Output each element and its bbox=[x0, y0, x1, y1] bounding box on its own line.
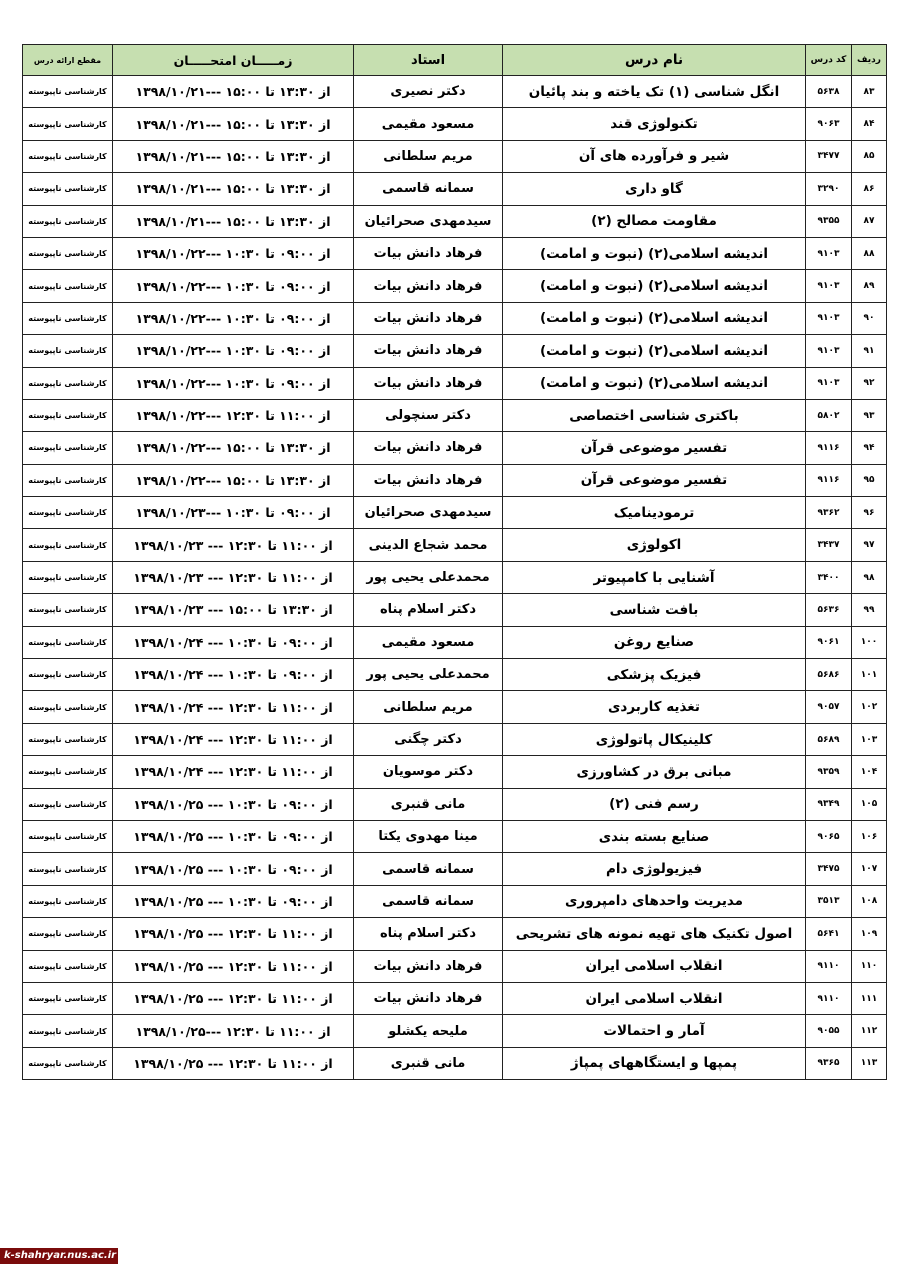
course-code: ۵۶۳۶ bbox=[806, 594, 852, 626]
table-row bbox=[23, 691, 887, 723]
course-level: کارشناسی ناپیوسته bbox=[23, 691, 113, 723]
course-code: ۹۱۰۳ bbox=[806, 367, 852, 399]
row-index: ۹۳ bbox=[852, 399, 887, 431]
course-level: کارشناسی ناپیوسته bbox=[23, 950, 113, 982]
row-index: ۹۵ bbox=[852, 464, 887, 496]
exam-time: از ۱۱:۰۰ تا ۱۲:۳۰ ---۱۳۹۸/۱۰/۲۵ bbox=[113, 1015, 354, 1047]
row-index: ۹۱ bbox=[852, 335, 887, 367]
exam-time: از ۰۹:۰۰ تا ۱۰:۳۰ --- ۱۳۹۸/۱۰/۲۵ bbox=[113, 853, 354, 885]
row-index: ۸۸ bbox=[852, 237, 887, 269]
header-level: مقطع ارائه درس bbox=[23, 45, 113, 76]
table-row bbox=[23, 788, 887, 820]
header-course: نام درس bbox=[503, 45, 806, 76]
course-code: ۹۰۵۵ bbox=[806, 1015, 852, 1047]
exam-time: از ۰۹:۰۰ تا ۱۰:۳۰ --- ۱۳۹۸/۱۰/۲۴ bbox=[113, 626, 354, 658]
course-name: گاو داری bbox=[503, 173, 806, 205]
course-level: کارشناسی ناپیوسته bbox=[23, 76, 113, 108]
professor-name: دکتر اسلام پناه bbox=[354, 918, 503, 950]
course-name: اندیشه اسلامی(۲) (نبوت و امامت) bbox=[503, 335, 806, 367]
course-name: تکنولوژی قند bbox=[503, 108, 806, 140]
exam-schedule-table bbox=[22, 44, 887, 1080]
professor-name: دکتر نصیری bbox=[354, 76, 503, 108]
table-row bbox=[23, 399, 887, 431]
exam-time: از ۱۱:۰۰ تا ۱۲:۳۰ --- ۱۳۹۸/۱۰/۲۵ bbox=[113, 918, 354, 950]
professor-name: ملیحه یکشلو bbox=[354, 1015, 503, 1047]
course-level: کارشناسی ناپیوسته bbox=[23, 594, 113, 626]
course-level: کارشناسی ناپیوسته bbox=[23, 756, 113, 788]
row-index: ۱۰۷ bbox=[852, 853, 887, 885]
professor-name: فرهاد دانش بیات bbox=[354, 464, 503, 496]
row-index: ۱۱۰ bbox=[852, 950, 887, 982]
exam-time: از ۱۳:۳۰ تا ۱۵:۰۰ ---۱۳۹۸/۱۰/۲۱ bbox=[113, 108, 354, 140]
table-row bbox=[23, 1047, 887, 1079]
exam-time: از ۱۱:۰۰ تا ۱۲:۳۰ ---۱۳۹۸/۱۰/۲۲ bbox=[113, 399, 354, 431]
course-level: کارشناسی ناپیوسته bbox=[23, 723, 113, 755]
course-code: ۹۳۵۹ bbox=[806, 756, 852, 788]
row-index: ۹۴ bbox=[852, 432, 887, 464]
exam-time: از ۱۱:۰۰ تا ۱۲:۳۰ --- ۱۳۹۸/۱۰/۲۳ bbox=[113, 529, 354, 561]
exam-time: از ۱۱:۰۰ تا ۱۲:۳۰ --- ۱۳۹۸/۱۰/۲۵ bbox=[113, 950, 354, 982]
professor-name: محمدعلی یحیی پور bbox=[354, 561, 503, 593]
exam-time: از ۰۹:۰۰ تا ۱۰:۳۰ ---۱۳۹۸/۱۰/۲۲ bbox=[113, 302, 354, 334]
exam-time: از ۱۳:۳۰ تا ۱۵:۰۰ ---۱۳۹۸/۱۰/۲۱ bbox=[113, 173, 354, 205]
row-index: ۸۶ bbox=[852, 173, 887, 205]
course-name: فیزیولوژی دام bbox=[503, 853, 806, 885]
row-index: ۱۰۲ bbox=[852, 691, 887, 723]
table-row bbox=[23, 982, 887, 1014]
course-level: کارشناسی ناپیوسته bbox=[23, 270, 113, 302]
table-row bbox=[23, 464, 887, 496]
course-code: ۹۱۰۳ bbox=[806, 335, 852, 367]
table-row bbox=[23, 885, 887, 917]
professor-name: فرهاد دانش بیات bbox=[354, 335, 503, 367]
course-code: ۹۳۵۵ bbox=[806, 205, 852, 237]
row-index: ۱۰۶ bbox=[852, 820, 887, 852]
table-row bbox=[23, 140, 887, 172]
exam-time: از ۰۹:۰۰ تا ۱۰:۳۰ --- ۱۳۹۸/۱۰/۲۵ bbox=[113, 788, 354, 820]
exam-time: از ۱۱:۰۰ تا ۱۲:۳۰ --- ۱۳۹۸/۱۰/۲۴ bbox=[113, 691, 354, 723]
row-index: ۸۷ bbox=[852, 205, 887, 237]
course-code: ۳۲۹۰ bbox=[806, 173, 852, 205]
course-code: ۹۱۱۰ bbox=[806, 950, 852, 982]
professor-name: دکتر اسلام پناه bbox=[354, 594, 503, 626]
header-code: کد درس bbox=[806, 45, 852, 76]
professor-name: مانی قنبری bbox=[354, 1047, 503, 1079]
course-name: اندیشه اسلامی(۲) (نبوت و امامت) bbox=[503, 237, 806, 269]
row-index: ۹۹ bbox=[852, 594, 887, 626]
course-level: کارشناسی ناپیوسته bbox=[23, 659, 113, 691]
course-level: کارشناسی ناپیوسته bbox=[23, 302, 113, 334]
exam-time: از ۱۱:۰۰ تا ۱۲:۳۰ --- ۱۳۹۸/۱۰/۲۵ bbox=[113, 1047, 354, 1079]
course-code: ۵۸۰۲ bbox=[806, 399, 852, 431]
exam-time: از ۱۱:۰۰ تا ۱۲:۳۰ --- ۱۳۹۸/۱۰/۲۴ bbox=[113, 756, 354, 788]
course-level: کارشناسی ناپیوسته bbox=[23, 140, 113, 172]
professor-name: مریم سلطانی bbox=[354, 691, 503, 723]
course-level: کارشناسی ناپیوسته bbox=[23, 335, 113, 367]
course-level: کارشناسی ناپیوسته bbox=[23, 853, 113, 885]
course-level: کارشناسی ناپیوسته bbox=[23, 1047, 113, 1079]
course-name: کلینیکال پاتولوژی bbox=[503, 723, 806, 755]
exam-time: از ۱۳:۳۰ تا ۱۵:۰۰ --- ۱۳۹۸/۱۰/۲۳ bbox=[113, 594, 354, 626]
exam-time: از ۱۳:۳۰ تا ۱۵:۰۰ ---۱۳۹۸/۱۰/۲۱ bbox=[113, 140, 354, 172]
row-index: ۸۹ bbox=[852, 270, 887, 302]
header-professor: استاد bbox=[354, 45, 503, 76]
exam-time: از ۰۹:۰۰ تا ۱۰:۳۰ ---۱۳۹۸/۱۰/۲۲ bbox=[113, 270, 354, 302]
row-index: ۱۰۴ bbox=[852, 756, 887, 788]
course-level: کارشناسی ناپیوسته bbox=[23, 626, 113, 658]
course-name: پمپها و ایستگاههای پمپاژ bbox=[503, 1047, 806, 1079]
professor-name: سیدمهدی صحرائیان bbox=[354, 497, 503, 529]
professor-name: دکتر چگنی bbox=[354, 723, 503, 755]
course-name: آشنایی با کامپیوتر bbox=[503, 561, 806, 593]
table-row bbox=[23, 432, 887, 464]
row-index: ۹۶ bbox=[852, 497, 887, 529]
table-row bbox=[23, 918, 887, 950]
course-level: کارشناسی ناپیوسته bbox=[23, 982, 113, 1014]
course-code: ۳۴۳۷ bbox=[806, 529, 852, 561]
table-row bbox=[23, 529, 887, 561]
exam-time: از ۰۹:۰۰ تا ۱۰:۳۰ ---۱۳۹۸/۱۰/۲۳ bbox=[113, 497, 354, 529]
course-level: کارشناسی ناپیوسته bbox=[23, 205, 113, 237]
professor-name: فرهاد دانش بیات bbox=[354, 367, 503, 399]
row-index: ۱۰۱ bbox=[852, 659, 887, 691]
row-index: ۹۸ bbox=[852, 561, 887, 593]
table-row bbox=[23, 820, 887, 852]
row-index: ۹۲ bbox=[852, 367, 887, 399]
course-name: فیزیک پزشکی bbox=[503, 659, 806, 691]
course-code: ۹۱۱۶ bbox=[806, 464, 852, 496]
course-level: کارشناسی ناپیوسته bbox=[23, 885, 113, 917]
course-level: کارشناسی ناپیوسته bbox=[23, 561, 113, 593]
table-row bbox=[23, 1015, 887, 1047]
row-index: ۱۱۱ bbox=[852, 982, 887, 1014]
row-index: ۱۰۰ bbox=[852, 626, 887, 658]
row-index: ۱۰۵ bbox=[852, 788, 887, 820]
course-code: ۹۰۶۵ bbox=[806, 820, 852, 852]
exam-time: از ۱۱:۰۰ تا ۱۲:۳۰ --- ۱۳۹۸/۱۰/۲۵ bbox=[113, 982, 354, 1014]
table-row bbox=[23, 659, 887, 691]
row-index: ۱۰۳ bbox=[852, 723, 887, 755]
table-row bbox=[23, 950, 887, 982]
course-code: ۵۶۸۹ bbox=[806, 723, 852, 755]
professor-name: سمانه قاسمی bbox=[354, 173, 503, 205]
row-index: ۹۰ bbox=[852, 302, 887, 334]
professor-name: محمدعلی یحیی پور bbox=[354, 659, 503, 691]
course-code: ۹۱۰۳ bbox=[806, 237, 852, 269]
course-code: ۵۶۴۱ bbox=[806, 918, 852, 950]
course-name: اندیشه اسلامی(۲) (نبوت و امامت) bbox=[503, 367, 806, 399]
table-body bbox=[23, 76, 887, 1080]
course-name: تغذیه کاربردی bbox=[503, 691, 806, 723]
course-code: ۹۰۶۳ bbox=[806, 108, 852, 140]
professor-name: مانی قنبری bbox=[354, 788, 503, 820]
course-level: کارشناسی ناپیوسته bbox=[23, 820, 113, 852]
exam-time: از ۰۹:۰۰ تا ۱۰:۳۰ --- ۱۳۹۸/۱۰/۲۵ bbox=[113, 885, 354, 917]
course-code: ۹۱۱۰ bbox=[806, 982, 852, 1014]
course-name: آمار و احتمالات bbox=[503, 1015, 806, 1047]
course-name: صنایع روغن bbox=[503, 626, 806, 658]
course-level: کارشناسی ناپیوسته bbox=[23, 1015, 113, 1047]
professor-name: دکتر موسویان bbox=[354, 756, 503, 788]
row-index: ۹۷ bbox=[852, 529, 887, 561]
course-name: تفسیر موضوعی قرآن bbox=[503, 432, 806, 464]
table-row bbox=[23, 76, 887, 108]
exam-time: از ۱۳:۳۰ تا ۱۵:۰۰ ---۱۳۹۸/۱۰/۲۱ bbox=[113, 205, 354, 237]
course-level: کارشناسی ناپیوسته bbox=[23, 432, 113, 464]
table-header-row bbox=[23, 45, 887, 76]
course-name: انقلاب اسلامی ایران bbox=[503, 950, 806, 982]
professor-name: فرهاد دانش بیات bbox=[354, 982, 503, 1014]
professor-name: مینا مهدوی یکتا bbox=[354, 820, 503, 852]
professor-name: سمانه قاسمی bbox=[354, 853, 503, 885]
course-code: ۹۱۰۳ bbox=[806, 270, 852, 302]
table-row bbox=[23, 335, 887, 367]
professor-name: مسعود مقیمی bbox=[354, 626, 503, 658]
professor-name: فرهاد دانش بیات bbox=[354, 432, 503, 464]
course-code: ۹۱۰۳ bbox=[806, 302, 852, 334]
course-level: کارشناسی ناپیوسته bbox=[23, 367, 113, 399]
exam-time: از ۱۳:۳۰ تا ۱۵:۰۰ ---۱۳۹۸/۱۰/۲۲ bbox=[113, 464, 354, 496]
professor-name: فرهاد دانش بیات bbox=[354, 950, 503, 982]
row-index: ۸۳ bbox=[852, 76, 887, 108]
table-row bbox=[23, 270, 887, 302]
course-level: کارشناسی ناپیوسته bbox=[23, 788, 113, 820]
course-code: ۵۶۳۸ bbox=[806, 76, 852, 108]
course-code: ۹۳۶۲ bbox=[806, 497, 852, 529]
exam-time: از ۱۳:۳۰ تا ۱۵:۰۰ ---۱۳۹۸/۱۰/۲۱ bbox=[113, 76, 354, 108]
table-row bbox=[23, 173, 887, 205]
professor-name: مریم سلطانی bbox=[354, 140, 503, 172]
table-row bbox=[23, 561, 887, 593]
table-row bbox=[23, 237, 887, 269]
row-index: ۱۰۹ bbox=[852, 918, 887, 950]
course-code: ۹۰۵۷ bbox=[806, 691, 852, 723]
course-level: کارشناسی ناپیوسته bbox=[23, 108, 113, 140]
course-code: ۳۴۰۰ bbox=[806, 561, 852, 593]
table-row bbox=[23, 626, 887, 658]
table-row bbox=[23, 853, 887, 885]
course-name: صنایع بسته بندی bbox=[503, 820, 806, 852]
row-index: ۱۱۳ bbox=[852, 1047, 887, 1079]
table-row bbox=[23, 108, 887, 140]
professor-name: سیدمهدی صحرائیان bbox=[354, 205, 503, 237]
table-row bbox=[23, 205, 887, 237]
professor-name: فرهاد دانش بیات bbox=[354, 237, 503, 269]
course-level: کارشناسی ناپیوسته bbox=[23, 399, 113, 431]
table-row bbox=[23, 594, 887, 626]
course-level: کارشناسی ناپیوسته bbox=[23, 237, 113, 269]
course-name: اکولوژی bbox=[503, 529, 806, 561]
course-name: بافت شناسی bbox=[503, 594, 806, 626]
website-badge: k-shahryar.nus.ac.ir bbox=[0, 1248, 118, 1264]
professor-name: فرهاد دانش بیات bbox=[354, 270, 503, 302]
course-level: کارشناسی ناپیوسته bbox=[23, 173, 113, 205]
course-name: شیر و فرآورده های آن bbox=[503, 140, 806, 172]
exam-time: از ۱۳:۳۰ تا ۱۵:۰۰ ---۱۳۹۸/۱۰/۲۲ bbox=[113, 432, 354, 464]
professor-name: مسعود مقیمی bbox=[354, 108, 503, 140]
course-name: باکتری شناسی اختصاصی bbox=[503, 399, 806, 431]
course-code: ۳۵۱۳ bbox=[806, 885, 852, 917]
course-code: ۳۴۷۷ bbox=[806, 140, 852, 172]
exam-time: از ۰۹:۰۰ تا ۱۰:۳۰ ---۱۳۹۸/۱۰/۲۲ bbox=[113, 367, 354, 399]
course-code: ۳۴۷۵ bbox=[806, 853, 852, 885]
course-code: ۹۳۶۵ bbox=[806, 1047, 852, 1079]
professor-name: فرهاد دانش بیات bbox=[354, 302, 503, 334]
row-index: ۸۵ bbox=[852, 140, 887, 172]
course-level: کارشناسی ناپیوسته bbox=[23, 464, 113, 496]
exam-time: از ۱۱:۰۰ تا ۱۲:۳۰ --- ۱۳۹۸/۱۰/۲۳ bbox=[113, 561, 354, 593]
table-row bbox=[23, 302, 887, 334]
professor-name: سمانه قاسمی bbox=[354, 885, 503, 917]
course-level: کارشناسی ناپیوسته bbox=[23, 918, 113, 950]
exam-time: از ۰۹:۰۰ تا ۱۰:۳۰ ---۱۳۹۸/۱۰/۲۲ bbox=[113, 335, 354, 367]
course-name: مدیریت واحدهای دامپروری bbox=[503, 885, 806, 917]
course-name: تفسیر موضوعی قرآن bbox=[503, 464, 806, 496]
course-name: انگل شناسی (۱) تک یاخته و بند پائیان bbox=[503, 76, 806, 108]
course-name: ترمودینامیک bbox=[503, 497, 806, 529]
course-code: ۹۱۱۶ bbox=[806, 432, 852, 464]
course-level: کارشناسی ناپیوسته bbox=[23, 497, 113, 529]
table-row bbox=[23, 367, 887, 399]
course-name: رسم فنی (۲) bbox=[503, 788, 806, 820]
exam-time: از ۰۹:۰۰ تا ۱۰:۳۰ --- ۱۳۹۸/۱۰/۲۵ bbox=[113, 820, 354, 852]
course-name: اندیشه اسلامی(۲) (نبوت و امامت) bbox=[503, 270, 806, 302]
header-index: ردیف bbox=[852, 45, 887, 76]
row-index: ۱۰۸ bbox=[852, 885, 887, 917]
course-name: مقاومت مصالح (۲) bbox=[503, 205, 806, 237]
table-row bbox=[23, 756, 887, 788]
exam-time: از ۰۹:۰۰ تا ۱۰:۳۰ ---۱۳۹۸/۱۰/۲۲ bbox=[113, 237, 354, 269]
course-name: اصول تکنیک های تهیه نمونه های تشریحی bbox=[503, 918, 806, 950]
table-row bbox=[23, 497, 887, 529]
course-code: ۹۰۶۱ bbox=[806, 626, 852, 658]
course-level: کارشناسی ناپیوسته bbox=[23, 529, 113, 561]
course-name: انقلاب اسلامی ایران bbox=[503, 982, 806, 1014]
header-time: زمـــــان امتحـــــان bbox=[113, 45, 354, 76]
course-code: ۹۳۴۹ bbox=[806, 788, 852, 820]
exam-time: از ۱۱:۰۰ تا ۱۲:۳۰ --- ۱۳۹۸/۱۰/۲۴ bbox=[113, 723, 354, 755]
professor-name: دکتر سنچولی bbox=[354, 399, 503, 431]
course-code: ۵۶۸۶ bbox=[806, 659, 852, 691]
professor-name: محمد شجاع الدینی bbox=[354, 529, 503, 561]
row-index: ۸۴ bbox=[852, 108, 887, 140]
course-name: اندیشه اسلامی(۲) (نبوت و امامت) bbox=[503, 302, 806, 334]
exam-time: از ۰۹:۰۰ تا ۱۰:۳۰ --- ۱۳۹۸/۱۰/۲۴ bbox=[113, 659, 354, 691]
table-row bbox=[23, 723, 887, 755]
course-name: مبانی برق در کشاورزی bbox=[503, 756, 806, 788]
row-index: ۱۱۲ bbox=[852, 1015, 887, 1047]
